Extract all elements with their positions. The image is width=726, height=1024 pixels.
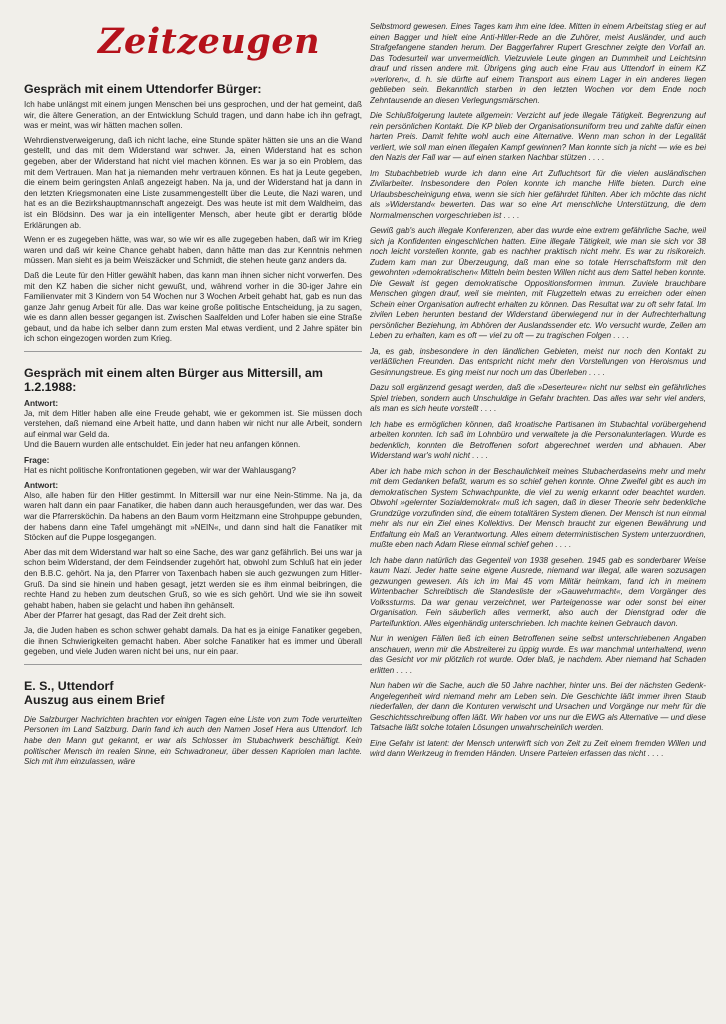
answer-text: Aber das mit dem Widerstand war halt so eine Sache, des war ganz gefährlich. Bei uns war ja schon beim Widerstand, der dem Feindsender zugehört hat, obwohl zum Schluß hat ein jeder den B.B.C. gehört. Na ja, den Pfarrer von Taxenbach haben sie auch gezwungen zum Hitler-Gruß. Da sind sie hinein und haben gesagt, jetzt werden sie es ihm einmal beibringen, die rechte Hand zu heben zum deutschen Gruß, so wie es sich gehört. Und wie sie ihn soweit gehabt haben, haben sie gelacht und haben ihn gehänselt.	[24, 547, 362, 610]
letter-paragraph: Dazu soll ergänzend gesagt werden, daß die »Deserteure« nicht nur selbst ein gefährliches Spiel trieben, sondern auch Unschuldige in Gefahr brachten. Das alles war sehr viel anders, als man es sich heute vorstellt . . . .	[370, 383, 706, 413]
section-mittersill-buerger	[24, 366, 362, 658]
letter-paragraph: Im Stubachbetrieb wurde ich dann eine Art Zufluchtsort für die vielen ausländischen Zivilarbeiter. Insbesondere den Polen konnte ich manche Hilfe bieten. Durch eine Urlaubsbescheinigung etwa, wenn sie sich hier gefährdet fühlten. Aber ich möchte das nicht als »Widerstand« bewerten. Das war so eine Art menschliche Unterstützung, die dem Normalmenschen vorgeschrieben ist . . . .	[370, 168, 706, 220]
section-uttendorfer-buerger	[24, 82, 362, 345]
section3-heading-author: E. S., Uttendorf	[24, 678, 114, 693]
section-divider	[24, 351, 362, 352]
section1-heading: Gespräch mit einem Uttendorfer Bürger:	[24, 82, 262, 96]
letter-paragraph: Ja, es gab, insbesondere in den ländlichen Gebieten, meist nur noch den Kontakt zu verläßlichen Freunden. Das entspricht nicht mehr den Vorstellungen von Heroismus und Gesinnungstreue. Es ging meist nur noch um das Überleben . . . .	[370, 346, 706, 377]
section1-paragraph: Wenn er es zugegeben hätte, was war, so wie wir es alle zugegeben haben, daß wir im Krieg waren und daß wir keine Chance gehabt haben, dann hätte man das zur Kenntnis nehmen müssen. Man sieht es ja beim Weiszäcker und Schmidt, die stehen heute ganz anders da.	[24, 235, 362, 266]
answer-text: Und die Bauern wurden alle entschuldet. Ein jeder hat neu anfangen können.	[24, 440, 301, 450]
letter-paragraph: Aber ich habe mich schon in der Beschaulichkeit meines Stubacherdaseins mehr und mehr mit dem Gedanken befaßt, warum es so schief gehen konnte. Ohne Zweifel gibt es auch im demokratischen System Schwachpunkte, die viel zu wenig erkannt oder beachtet wurden. Obwohl »gelernter Sozialdemokrat« muß ich sagen, daß in dieser Theorie sehr bedenkliche Grundzüge vorzufinden sind, die einem totalitären System dienen. Der Mensch ist nun einmal mehr als nur ein Ziel eines Kollektivs. Der Mensch braucht zur eigenen Bewährung und Entfaltung ein Maß an Verantwortung. Alles einem deterministischen System unterzuordnen, mußte eben nach Adam Riese einmal schief gehen . . . .	[370, 466, 706, 549]
question-text: Hat es nicht politische Konfrontationen gegeben, wir war der Wahlausgang?	[24, 465, 296, 475]
section-brief-auszug	[24, 679, 362, 768]
section1-paragraph: Wehrdienstverweigerung, daß ich nicht lache, eine Stunde später hätten sie uns an die Wand gestellt, und das mit dem Widerstand war schwer. Ja, einen Widerstand hat es schon gegeben, aber der Widerstand hat nicht viel machen können. Es war ja so ein Problem, das mit dem Vertrauen. Man hat ja niemanden mehr vertrauen können. Es hat ja Leute gegeben, die einem beim geringsten Anlaß angezeigt haben. Na ja, und der Widerstand hat ja dann in den letzten Kriegsmonaten eine Liste zusammengestellt über die Leute, die Nazi waren, und hat es an die Bezirkshauptmannschaft angezeigt. Des was heute ist mit dem Waldheim, das ist ein Blödsinn. Des war ja ein intelligenter Mensch, aber heute gibt er derartig blöde Erklärungen ab.	[24, 135, 362, 230]
section1-paragraph: Daß die Leute für den Hitler gewählt haben, das kann man ihnen sicher nicht vorwerfen. Des mit den KZ haben die sicher nicht gewußt, und, während vorher in die 30-iger Jahre ein Familienvater mit 3 Kindern von 54 Wochen nur 3 Wochen Arbeit gehabt hat, gab es nun das ganze Jahr genug Arbeit für alle. Das war keine große politische Entscheidung, ja zu sagen, wie es dann allen besser gegangen ist. Zwischen Saalfelden und Lofer haben sie eine Straße gebaut, und da habe ich selber dann zum ersten Mal etwas verdient, und 2 Jahre später bin ich schon eingezogen worden zum Krieg.	[24, 270, 362, 344]
letter-paragraph: Die Schlußfolgerung lautete allgemein: Verzicht auf jede illegale Tätigkeit. Begrenzung auf rein persönlichen Kontakt. Die KP blieb der Organisationsuniform treu und zahlte dafür einen harten Preis. Damit fehlte wohl auch eine Alternative. Wenn man schon in der Legalität verliert, wie soll man einen illegalen Kampf gewinnen? Man konnte sich ja nicht — wie es bei den Nazis der Fall war — auf einen starken Nachbar stützen . . . .	[370, 111, 706, 162]
left-column	[24, 22, 362, 1022]
masthead-zeitzeugen: Zeitzeugen	[98, 22, 321, 62]
letter-paragraph: Selbstmord gewesen. Eines Tages kam ihm eine Idee. Mitten in einem Arbeitstag stieg er auf einen Bagger und hielt eine Anti-Hitler-Rede an die Zuhörer, meist Ausländer, und auch Strafgefangene standen herum. Der Baggerfahrer Rupert Greschner zeigte den Vorfall an. Das Todesurteil war unvermeidlich. Vielzuviele Leute gingen an Dummheit und Leichtsinn drauf und rissen andere mit. Übrigens ging auch eine Frau aus Uttendorf in einem KZ »verloren«, d. h. sie dürfte auf einem Transport aus einem Lager in ein anderes liegen geblieben sein. Bekanntlich starben in den letzten Wochen vor dem Ende noch Zehntausende an diesen Verlegungsmärschen.	[370, 22, 706, 105]
section-divider	[24, 664, 362, 665]
section1-paragraph: Ich habe unlängst mit einem jungen Menschen bei uns gesprochen, und der hat gemeint, daß wir, die ältere Generation, an der Entwicklung Schuld tragen, und dann habe ich ihn gefragt, was er meint, was wir hätten machen sollen.	[24, 100, 362, 131]
answer-label: Antwort:	[24, 480, 59, 491]
section3-paragraph: Die Salzburger Nachrichten brachten vor einigen Tagen eine Liste von zum Tode verurteilten Personen im Land Salzburg. Darin fand ich auch den Namen Josef Hera aus Uttendorf. Ich habe den Mann gut gekannt, er war als Schlosser im Stubachwerk beschäftigt. Kein politischer Mensch im realen Sinne, ein Schwadroneur, über dessen Kapriolen man lachte. Sich mit ihm einzulassen, wäre	[24, 714, 362, 767]
section2-heading: Gespräch mit einem alten Bürger aus Mittersill, am 1.2.1988:	[24, 366, 323, 395]
section3-heading-title: Auszug aus einem Brief	[24, 692, 165, 707]
question-label: Frage:	[24, 455, 50, 466]
answer-label: Antwort:	[24, 398, 59, 409]
answer-text: Ja, die Juden haben es schon schwer gehabt damals. Da hat es ja einige Fanatiker gegeben, die ihnen Schwierigkeiten gemacht haben. Aber solche Fanatiker hat es immer und überall gegeben, und viele Juden waren nicht bei uns, nur ein paar.	[24, 625, 362, 657]
letter-paragraph: Ich habe dann natürlich das Gegenteil von 1938 gesehen. 1945 gab es sonderbarer Weise kaum Nazi. Jeder hatte seine eigene Ausrede, niemand war illegal, alle waren sozusagen gezwungen gewesen. Als ich im Mai 45 vom Militär heimkam, fand ich in meinem Wirtenbacher Schreibtisch die Standesliste der »Gauwehrmacht«, dem Vorgänger des Volkssturms. Da war genau verzeichnet, wer Parteigenosse war oder sonst bei einer Organisation. Fein säuberlich alles vermerkt, also auch der Dienstgrad oder die Parteifunktion. Alles eigenhändig unterschrieben. Ich machte keinen Gebrauch davon.	[370, 555, 706, 628]
answer-text: Also, alle haben für den Hitler gestimmt. In Mittersill war nur eine Nein-Stimme. Na ja, da waren halt dann ein paar Fanatiker, die haben dann auch herausgefunden, wer das war. Des war die Pfarrersköchin. Da habens an den Baum vorm Heitzmann eine Strohpuppe gebunden, der habens dann eine Tafel umgehängt mit »NEIN«, und dann sind halt die Fanatiker mit Stöcken auf die Puppe losgegangen.	[24, 490, 362, 543]
answer-text: Aber der Pfarrer hat gesagt, das Rad der Zeit dreht sich.	[24, 611, 226, 621]
letter-paragraph: Nun haben wir die Sache, auch die 50 Jahre nachher, hinter uns. Bei der nächsten Gedenk-Angelegenheit wird niemand mehr am Leben sein. Die Geschichte läßt immer ihren Staub niederfallen, der dann die Konturen verwischt und Ursachen und Vorgänge nur mehr für die Geschichtsschreibung offen läßt. Wir haben vor uns nur die EWG als Alternative — und diese Tatsache läßt solche totalen Lösungen unwahrscheinlich werden.	[370, 681, 706, 732]
letter-paragraph: Nur in wenigen Fällen ließ ich einen Betroffenen seine selbst unterschriebenen Angaben anschauen, wenn mir die Abstreiterei zu üppig wurde. Es war manchmal unterhaltend, wenn das Gesicht vor mir plötzlich rot wurde. Oder blaß, je nachdem. Aber niemand hat Schaden erlitten . . . .	[370, 634, 706, 675]
letter-paragraph: Gewiß gab's auch illegale Konferenzen, aber das wurde eine extrem gefährliche Sache, weil sich ja Konfidenten eingeschlichen hatten. Eine illegale Tätigkeit, wie man sie sich vor 38 noch leicht vorstellen konnte, gab es nachher praktisch nicht mehr. Es war zu risikoreich. Zudem kam man zur Überzeugung, daß man eine so totale Herrschaftsform mit den gewohnten »demokratischen« Mitteln beim besten Willen nicht aus dem Sattel heben konnte. Die Gewalt ist gegen demokratische Oppositionsformen immun. Zuviele brauchbare Menschen gingen drauf, weil sie meinten, mit Flugzetteln etwas zu erreichen oder einen Schein einer Organisation aufrecht erhalten zu können. Das Resultat war zu oft sehr fatal. Im zivilen Leben herunten bestand der Widerstand überwiegend nur in der Aufrechterhaltung persönlicher Beziehung, im Abhören der Auslandssender etc. Wo versucht wurde, Zellen am Leben zu erhalten, kam es oft — viel zu oft — zu tragischen Folgen . . . .	[370, 226, 706, 340]
right-column	[370, 22, 706, 1022]
letter-paragraph: Ich habe es ermöglichen können, daß kroatische Partisanen im Stubachtal vorübergehend arbeiten konnten. Ich saß im Lohnbüro und verwaltete ja die Personalunterlagen. Wurde es bedenklich, konnten die Betroffenen sofort abgerechnet werden und abhauen. Aber Widerstand war's wohl nicht . . . .	[370, 419, 706, 460]
answer-text: Ja, mit dem Hitler haben alle eine Freude gehabt, wie er gekommen ist. Sie müssen doch verstehen, daß niemand eine Arbeit hatte, und dann haben wir nicht nur alle Arbeit, sondern auf einmal war Geld da.	[24, 408, 362, 439]
letter-paragraph: Eine Gefahr ist latent: der Mensch unterwirft sich von Zeit zu Zeit einem fremden Willen und wird dann Werkzeug in fremden Händen. Unsere Parteien erfassen das nicht . . . .	[370, 738, 706, 758]
